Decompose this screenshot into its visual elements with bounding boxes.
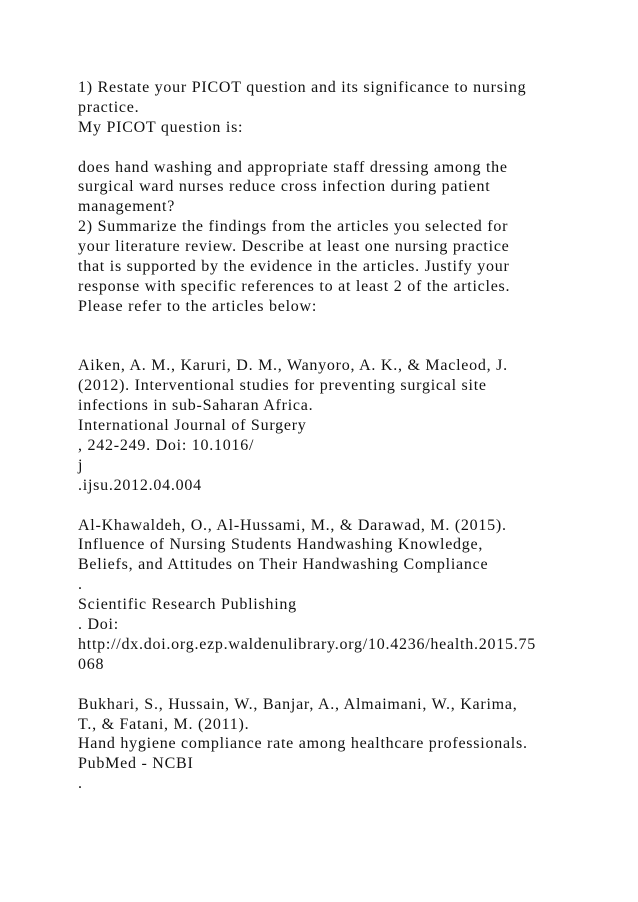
blank-line — [78, 337, 578, 357]
text-line: practice. — [78, 98, 140, 116]
text-line: management? — [78, 198, 176, 216]
reference-line: .ijsu.2012.04.004 — [78, 476, 202, 494]
reference-line: Bukhari, S., Hussain, W., Banjar, A., Almaimani, W., Karima, — [78, 695, 518, 713]
reference-line: (2012). Interventional studies for preventing surgical site — [78, 377, 487, 395]
reference-line: infections in sub-Saharan Africa. — [78, 397, 314, 415]
reference-line: Scientific Research Publishing — [78, 596, 297, 614]
reference-line: Hand hygiene compliance rate among healthcare professionals. — [78, 735, 528, 753]
reference-line: Aiken, A. M., Karuri, D. M., Wanyoro, A. K., & Macleod, J. — [78, 357, 508, 375]
reference-line: j — [78, 456, 84, 474]
reference-line: . Doi: — [78, 616, 119, 634]
reference-line: , 242-249. Doi: 10.1016/ — [78, 437, 255, 455]
reference-line: . — [78, 775, 83, 793]
text-line: response with specific references to at least 2 of the articles. — [78, 277, 511, 295]
reference-line: PubMed - NCBI — [78, 755, 194, 773]
reference-line: . — [78, 576, 83, 594]
blank-line — [78, 138, 578, 158]
blank-line — [78, 675, 578, 695]
text-line: My PICOT question is: — [78, 118, 244, 136]
reference-line: Influence of Nursing Students Handwashing Knowledge, — [78, 536, 484, 554]
text-line: surgical ward nurses reduce cross infection during patient — [78, 178, 491, 196]
text-line: 1) Restate your PICOT question and its significance to nursing — [78, 79, 527, 96]
reference-url-line: http://dx.doi.org.ezp.waldenulibrary.org/10.4236/health.2015.75 — [78, 635, 536, 653]
text-line: 2) Summarize the findings from the articles you selected for — [78, 218, 509, 236]
document-body — [78, 78, 578, 794]
reference-line: T., & Fatani, M. (2011). — [78, 715, 250, 733]
text-line: your literature review. Describe at least one nursing practice — [78, 238, 510, 256]
reference-line: Beliefs, and Attitudes on Their Handwashing Compliance — [78, 556, 489, 574]
reference-line: International Journal of Surgery — [78, 417, 307, 435]
text-line: does hand washing and appropriate staff dressing among the — [78, 158, 508, 176]
text-line: that is supported by the evidence in the articles. Justify your — [78, 258, 510, 276]
text-line: Please refer to the articles below: — [78, 297, 318, 315]
blank-line — [78, 317, 578, 337]
reference-line: 068 — [78, 655, 105, 673]
reference-line: Al-Khawaldeh, O., Al-Hussami, M., & Darawad, M. (2015). — [78, 516, 507, 534]
blank-line — [78, 496, 578, 516]
